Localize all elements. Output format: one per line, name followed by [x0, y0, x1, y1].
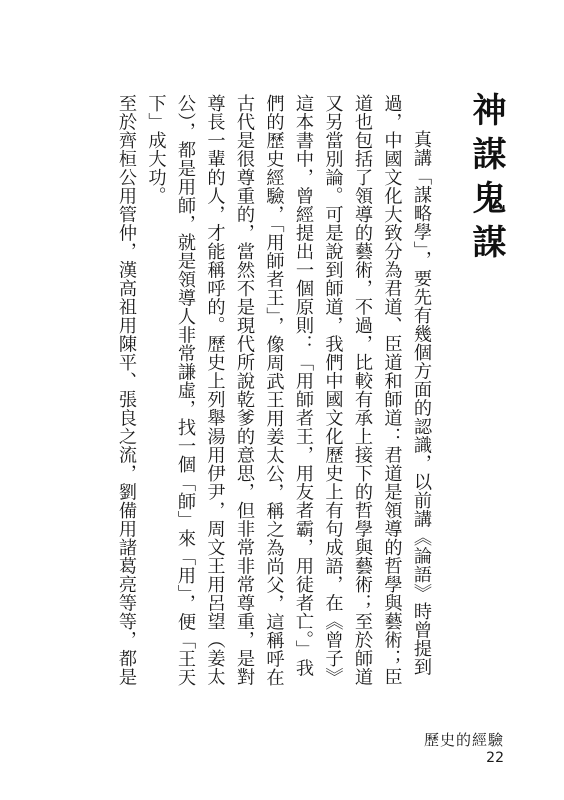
paragraph: 至於齊桓公用管仲，漢高祖用陳平、張良之流，劉備用諸葛亮等等，都是 [116, 94, 137, 686]
chapter-title: 神謀鬼謀 [466, 92, 506, 268]
page-number: 22 [486, 750, 504, 766]
body-text [116, 94, 436, 694]
paragraph: 真講「謀略學」，要先有幾個方面的認識，以前講《論語》時曾提到過，中國文化大致分為君道、臣道和師道：君道是領導的哲學與藝術；臣道也包括了領導的藝術，不過，比較有承上接下的哲學與藝術；至於師道又另當別論。可是說到師道，我們中國文化歷史上有句成語，在《曾子》這本書中，曾經提出一個原則：「用師者王，用友者霸，用徒者亡。」我們的歷史經驗，「用師者王」，像周武王用姜太公，稱之為尚父，這稱呼在古代是很尊重的，當然不是現代所說乾爹的意思，但非常非常尊重，是對尊長一輩的人，才能稱呼的。歷史上列舉湯用伊尹，周文王用呂望（姜太公），都是用師，就是領導人非常謙虛，找一個「師」來「用」，便「王天下」成大功。 [145, 94, 432, 687]
running-footer-title: 歷史的經驗 [423, 731, 504, 749]
